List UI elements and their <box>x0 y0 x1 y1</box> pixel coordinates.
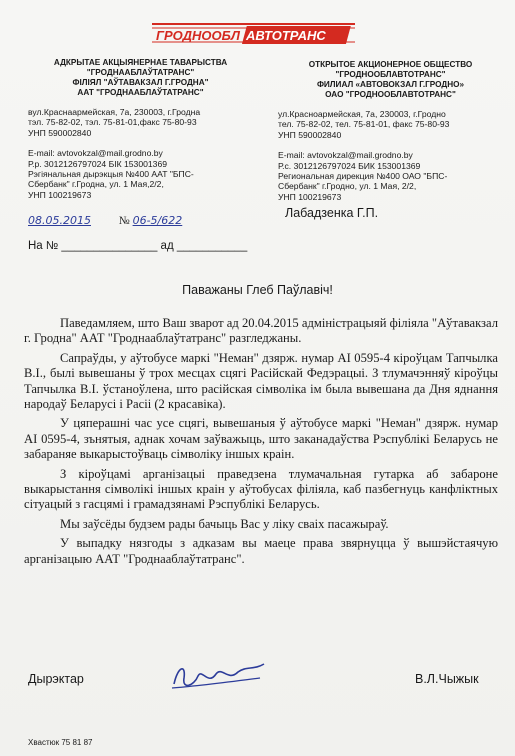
bank-line: E-mail: avtovokzal@mail.grodno.by <box>278 150 413 161</box>
letterhead-russian <box>278 60 503 202</box>
salutation: Паважаны Глеб Паўлавіч! <box>182 283 333 297</box>
heading-line: "ГРОДНООБЛАВТОТРАНС" <box>335 70 446 79</box>
heading-line: ФИЛИАЛ «АВТОВОКЗАЛ Г.ГРОДНО» <box>316 80 465 89</box>
letter-body <box>24 316 498 571</box>
heading-line: ААТ "ГРОДНААБЛАЎТАТРАНС" <box>77 88 204 97</box>
address-line: вул.Краснаармейская, 7а, 230003, г.Гродна <box>28 107 201 117</box>
letter-number: 06-5/622 <box>132 214 183 227</box>
paragraph: З кіроўцамі арганізацыі праведзена тлумачальная гутарка аб забароне выкарыстання сімволікі іншых краін у аўтобусах філіяла, каб пазбегнуць канфліктных сітуацый з гасцямі і грамадзянамі Рэспублікі Беларусь. <box>24 466 498 512</box>
number-label: № <box>118 215 130 227</box>
paragraph: У цяперашні час усе сцягі, вывешаныя ў аўтобусе маркі "Неман" дзярж. нумар АІ 0595-4, зънятыя, аднак хочам заўважыць, што заканадаўства Рэспублікі Беларусь не забараняе выкарыстоўваць сімволіку іншых краін. <box>24 416 498 462</box>
bank-line: Сбербанк" г.Гродна, ул. 1 Мая,2/2, <box>28 179 164 190</box>
bank-line: Р.с. 3012126797024 БИК 153001369 <box>278 160 421 171</box>
heading-line: АДКРЫТАЕ АКЦЫЯНЕРНАЕ ТАВАРЫСТВА <box>53 58 228 67</box>
letter-date: 08.05.2015 <box>28 214 91 227</box>
bank-line: Рэгіянальная дырэкцыя №400 ААТ "БПС- <box>28 169 194 180</box>
address-line: УНП 590002840 <box>28 127 92 138</box>
address-line: ул.Красноармейская, 7а, 230003, г.Гродно <box>278 109 446 119</box>
date-number-line <box>28 214 182 227</box>
bank-line: Р.р. 3012126797024 БІК 153001369 <box>28 158 168 169</box>
address-line: тел. 75-82-02, тел. 75-81-01, факс 75-80-93 <box>278 119 450 130</box>
paragraph: Мы заўсёды будзем рады бачыць Вас у ліку сваіх пасажыраў. <box>60 516 389 531</box>
bank-line: Сбербанк" г.Гродно, ул. 1 Мая, 2/2, <box>278 181 417 192</box>
recipient-name: Лабадзенка Г.П. <box>285 206 379 220</box>
paragraph: У выпадку нязгоды з адказам вы маеце права звярнуцца ў вышэйстаячую арганізацыю ААТ "Гроднааблаўтатранс". <box>24 536 498 566</box>
paragraph: Сапраўды, у аўтобусе маркі "Неман" дзярж. нумар АІ 0595-4 кіроўцам Тапчылка В.І., былі вывешаны ў трох месцах сцягі Расійскай Федэрацыі. З тлумачэнняў кіроўцы Тапчылка В.І. ўстаноўлена, што расійская сімволіка ім была вывешана да Дня яднання народаў Беларусі і Расіі (2 красавіка). <box>24 350 498 412</box>
letterhead-belarusian <box>28 58 253 200</box>
bank-line: E-mail: avtovokzal@mail.grodno.by <box>28 148 163 159</box>
logo-text-2: АВТОТРАНС <box>246 28 326 43</box>
heading-line: "ГРОДНААБЛАЎТАТРАНС" <box>86 68 195 77</box>
address-line: тэл. 75-82-02, тэл. 75-81-01,факс 75-80-93 <box>28 117 197 128</box>
logo-text-1: ГРОДНООБЛ <box>156 28 240 43</box>
signatory-name: В.Л.Чыжык <box>415 672 479 686</box>
heading-line: ОТКРЫТОЕ АКЦИОНЕРНОЕ ОБЩЕСТВО <box>308 60 473 69</box>
footer-note: Хвастюк 75 81 87 <box>28 738 93 747</box>
paragraph: Паведамляем, што Ваш зварот ад 20.04.2015 адміністрацыяй філіяла "Аўтавакзал г. Гродна" ААТ "Гроднааблаўтатранс" разгледжаны. <box>24 316 498 346</box>
heading-line: ОАО "ГРОДНООБЛАВТОТРАНС" <box>325 90 456 99</box>
bank-line: Региональная дирекция №400 ОАО "БПС- <box>278 171 448 182</box>
bank-line: УНП 100219673 <box>278 191 342 202</box>
bank-line: УНП 100219673 <box>28 189 92 200</box>
heading-line: ФІЛІЯЛ "АЎТАВАКЗАЛ Г.ГРОДНА" <box>72 78 209 87</box>
handwritten-signature <box>168 656 268 696</box>
reference-line: На № _______________ ад ___________ <box>28 240 248 252</box>
company-logo <box>150 14 360 46</box>
address-line: УНП 590002840 <box>278 129 342 140</box>
signatory-title: Дырэктар <box>28 672 84 686</box>
